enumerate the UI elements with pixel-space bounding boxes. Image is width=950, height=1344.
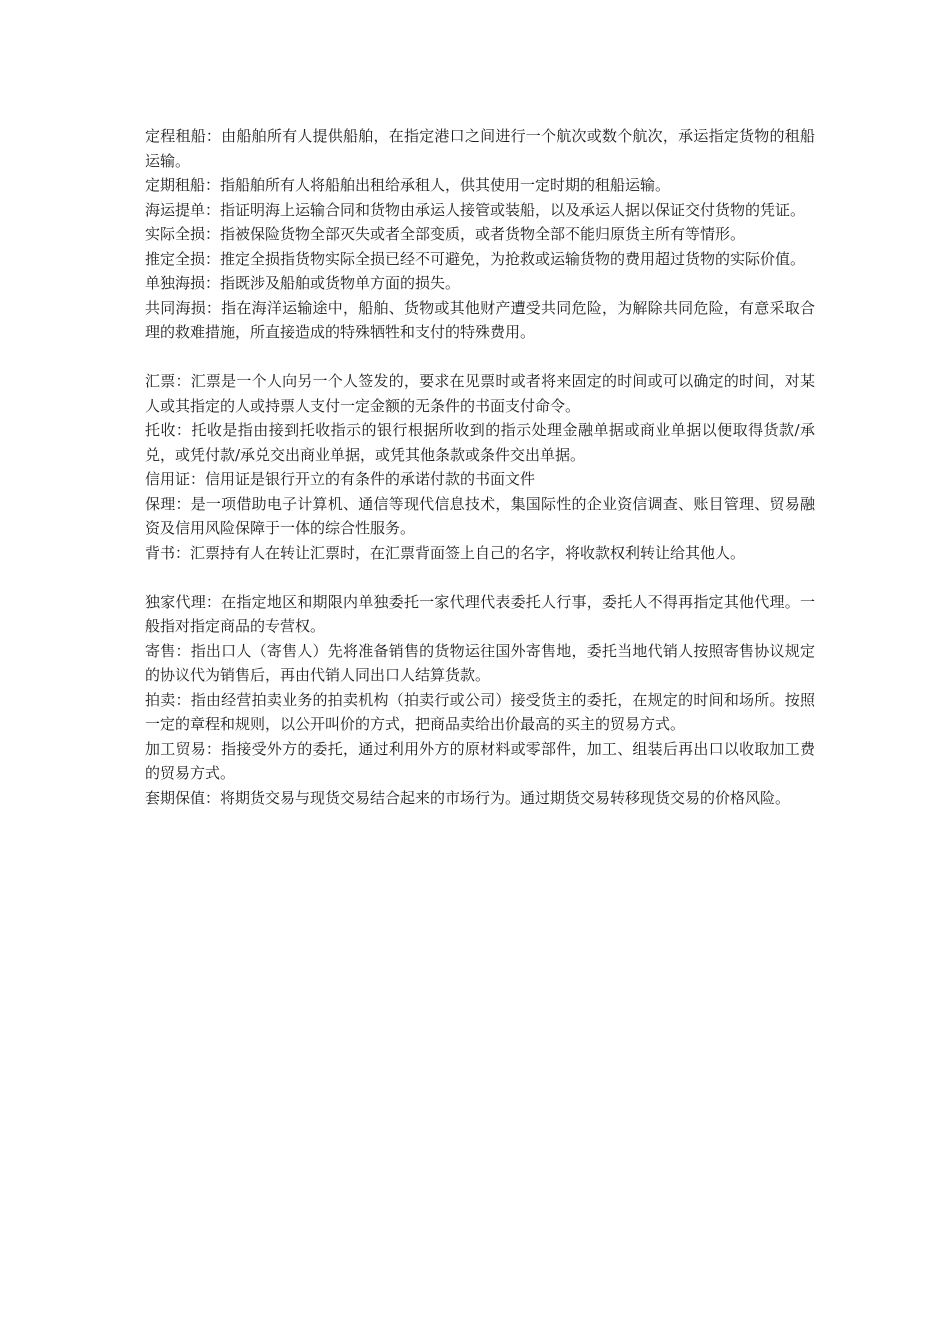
term-factoring: 保理：是一项借助电子计算机、通信等现代信息技术，集国际性的企业资信调查、账目管理、贸易融资及信用风险保障于一体的综合性服务。 <box>145 494 815 537</box>
term-processing-trade: 加工贸易：指接受外方的委托，通过利用外方的原材料或零部件，加工、组装后再出口以收取加工费的贸易方式。 <box>145 739 815 782</box>
term-voyage-charter: 定程租船：由船舶所有人提供船舶，在指定港口之间进行一个航次或数个航次，承运指定货物的租船运输。 <box>145 127 815 170</box>
term-auction: 拍卖：指由经营拍卖业务的拍卖机构（拍卖行或公司）接受货主的委托，在规定的时间和场所。按照一定的章程和规则，以公开叫价的方式，把商品卖给出价最高的买主的贸易方式。 <box>145 690 815 733</box>
term-exclusive-agency: 独家代理：在指定地区和期限内单独委托一家代理代表委托人行事，委托人不得再指定其他代理。一般指对指定商品的专营权。 <box>145 592 815 635</box>
term-endorsement: 背书：汇票持有人在转让汇票时，在汇票背面签上自己的名字，将收款权利转让给其他人。 <box>145 543 746 562</box>
term-constructive-total-loss: 推定全损：推定全损指货物实际全损已经不可避免，为抢救或运输货物的费用超过货物的实际价值。 <box>145 249 806 268</box>
section-spacer <box>145 345 815 370</box>
term-letter-of-credit: 信用证：信用证是银行开立的有条件的承诺付款的书面文件 <box>145 470 536 488</box>
section-shipping-insurance <box>145 124 815 345</box>
term-bill-of-exchange: 汇票：汇票是一个人向另一个人签发的，要求在见票时或者将来固定的时间或可以确定的时间，对某人或其指定的人或持票人支付一定金额的无条件的书面支付命令。 <box>145 372 815 415</box>
term-hedging: 套期保值：将期货交易与现货交易结合起来的市场行为。通过期货交易转移现货交易的价格风险。 <box>145 788 791 807</box>
section-spacer <box>145 565 815 590</box>
term-particular-average: 单独海损：指既涉及船舶或货物单方面的损失。 <box>145 274 461 292</box>
section-trade-methods <box>145 590 815 811</box>
term-actual-total-loss: 实际全损：指被保险货物全部灭失或者全部变质，或者货物全部不能归原货主所有等情形。 <box>145 225 746 243</box>
term-general-average: 共同海损：指在海洋运输途中，船舶、货物或其他财产遭受共同危险，为解除共同危险，有意采取合理的救难措施，所直接造成的特殊牺牲和支付的特殊费用。 <box>145 298 815 341</box>
section-payment <box>145 369 815 565</box>
document-body <box>145 124 815 810</box>
term-ocean-bill-of-lading: 海运提单：指证明海上运输合同和货物由承运人接管或装船，以及承运人据以保证交付货物的凭证。 <box>145 200 806 219</box>
term-time-charter: 定期租船：指船舶所有人将船舶出租给承租人，供其使用一定时期的租船运输。 <box>145 176 671 194</box>
term-consignment: 寄售：指出口人（寄售人）先将准备销售的货物运往国外寄售地，委托当地代销人按照寄售协议规定的协议代为销售后，再由代销人同出口人结算货款。 <box>145 641 815 684</box>
term-collection: 托收：托收是指由接到托收指示的银行根据所收到的指示处理金融单据或商业单据以便取得货款/承兑，或凭付款/承兑交出商业单据，或凭其他条款或条件交出单据。 <box>145 421 815 464</box>
